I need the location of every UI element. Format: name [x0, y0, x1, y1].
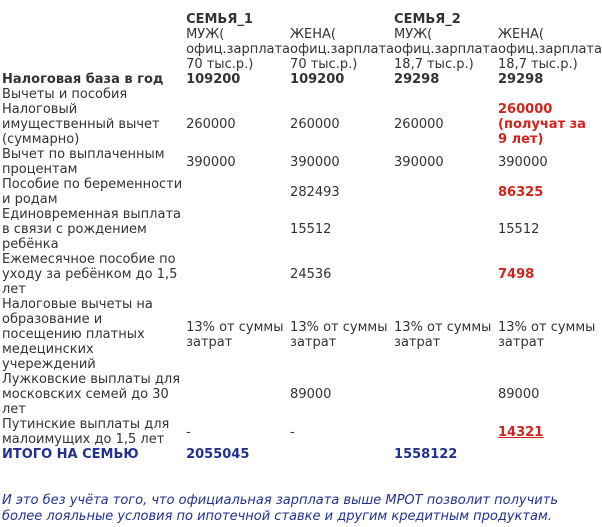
row-label [2, 72, 186, 87]
value-cell-c2 [290, 372, 394, 417]
value-text: - [290, 424, 295, 440]
value-cell-c4 [498, 147, 602, 177]
property-deduction-row [2, 102, 602, 147]
value-cell-c1 [186, 72, 290, 87]
value-text: 1558122 [394, 447, 458, 462]
value-cell-c1 [186, 447, 290, 462]
row-label-line: Вычет по выплаченным [2, 147, 165, 162]
value-line: 13% от суммы [498, 319, 596, 335]
value-cell-c2 [290, 297, 394, 372]
value-text: 15512 [290, 222, 332, 237]
value-cell-c3 [394, 447, 498, 462]
row-label-line: малоимущих до 1,5 лет [2, 432, 165, 447]
row-label-line: лет [2, 282, 26, 297]
value-cell-c1 [186, 87, 290, 102]
value-line: 13% от суммы [290, 319, 388, 335]
value-cell-c1 [186, 372, 290, 417]
value-text: 390000 [498, 154, 548, 170]
value-cell-c3 [394, 252, 498, 297]
family-header-row [2, 12, 602, 27]
header-line: МУЖ( [394, 27, 433, 42]
value-text: 260000 [186, 117, 236, 132]
value-text: 7498 [498, 267, 535, 282]
row-label-line: посещению платных [2, 327, 145, 342]
value-cell-c3 [394, 72, 498, 87]
value-text: 390000 [186, 154, 236, 170]
deductions-title-row [2, 87, 602, 102]
value-line: затрат [498, 334, 545, 350]
value-cell-c3 [394, 207, 498, 252]
value-text: 29298 [394, 72, 440, 87]
row-label-line: в связи с рождением [2, 222, 147, 237]
row-label-line: имущественный вычет [2, 117, 160, 132]
row-label-line: Налоговые вычеты на [2, 297, 153, 312]
value-cell-c3 [394, 417, 498, 447]
value-cell-c3 [394, 177, 498, 207]
row-label [2, 252, 186, 297]
column-header-row [2, 27, 602, 72]
value-cell-c3 [394, 147, 498, 177]
value-cell-c2 [290, 252, 394, 297]
row-label-line: процентам [2, 162, 78, 177]
row-label-line: Лужковские выплаты для [2, 372, 181, 387]
value-cell-c2 [290, 177, 394, 207]
value-cell-c3 [394, 102, 498, 147]
row-label-line: московских семей до 30 [2, 387, 169, 402]
value-text: 109200 [290, 72, 345, 87]
header-line: 18,7 тыс.р.) [394, 57, 474, 72]
header-wife-family1 [290, 27, 394, 72]
value-text: 2055045 [186, 447, 250, 462]
header-husband-family2 [394, 27, 498, 72]
footnote [2, 493, 600, 525]
value-cell-c2 [290, 87, 394, 102]
birth-payment-row [2, 207, 602, 252]
value-cell-c4 [498, 177, 602, 207]
footnote-line: И это без учёта того, что официальная зарплата выше МРОТ позволит получить [2, 493, 558, 508]
putin-payment-row [2, 417, 602, 447]
value-cell-c2 [290, 207, 394, 252]
value-text: 86325 [498, 184, 544, 200]
header-wife-family2 [498, 27, 602, 72]
row-label-line: Пособие по беременности [2, 177, 183, 192]
value-line: затрат [394, 334, 441, 350]
value-text: 29298 [498, 72, 544, 87]
maternity-benefit-row [2, 177, 602, 207]
value-text: 260000 [394, 117, 444, 132]
interest-deduction-row [2, 147, 602, 177]
value-cell-c1 [186, 177, 290, 207]
value-cell-c3 [394, 372, 498, 417]
education-deduction-row [2, 297, 602, 372]
value-cell-c2 [290, 102, 394, 147]
value-cell-c1 [186, 102, 290, 147]
value-cell-c1 [186, 252, 290, 297]
value-cell-c2 [290, 72, 394, 87]
value-cell-c3 [394, 87, 498, 102]
header-line: 70 тыс.р.) [186, 57, 254, 72]
value-line: затрат [186, 334, 233, 350]
value-text: 109200 [186, 72, 241, 87]
value-text: 14321 [498, 424, 544, 440]
value-cell-c1 [186, 207, 290, 252]
value-line: 9 лет) [498, 132, 544, 147]
value-cell-c1 [186, 147, 290, 177]
row-label-line: Единовременная выплата [2, 207, 181, 222]
value-line: (получат за [498, 117, 586, 132]
value-cell-c4 [498, 87, 602, 102]
row-label [2, 372, 186, 417]
luzhkov-payment-row [2, 372, 602, 417]
header-husband-family1 [186, 27, 290, 72]
row-label-line: уходу за ребёнком до 1,5 [2, 267, 178, 282]
row-label [2, 297, 186, 372]
row-label-line: ребёнка [2, 237, 59, 252]
total-row [2, 447, 602, 462]
row-label-line: лет [2, 402, 26, 417]
tax-base-row [2, 72, 602, 87]
value-text: 282493 [290, 184, 340, 200]
value-line: 13% от суммы [186, 319, 284, 335]
row-label-line: Вычеты и пособия [2, 87, 128, 102]
value-cell-c4 [498, 297, 602, 372]
comparison-table [2, 12, 602, 462]
value-cell-c1 [186, 417, 290, 447]
value-cell-c4 [498, 102, 602, 147]
row-label-line: образование и [2, 312, 103, 327]
row-label [2, 207, 186, 252]
value-text: 15512 [498, 222, 540, 237]
value-cell-c2 [290, 147, 394, 177]
row-label [2, 102, 186, 147]
value-text: 89000 [498, 387, 540, 402]
row-label-line: медецинских [2, 342, 94, 357]
row-label [2, 87, 186, 102]
row-label-line: Налоговая база в год [2, 72, 164, 87]
monthly-benefit-row [2, 252, 602, 297]
header-line: офиц.зарплата [394, 42, 498, 57]
value-text: 390000 [394, 154, 444, 170]
row-label [2, 417, 186, 447]
row-label [2, 177, 186, 207]
value-text: 24536 [290, 267, 332, 282]
row-label [2, 447, 186, 462]
header-line: 70 тыс.р.) [290, 57, 358, 72]
value-cell-c1 [186, 297, 290, 372]
value-line: 260000 [498, 102, 553, 117]
row-label-line: Налоговый [2, 102, 78, 117]
footnote-line: более лояльные условия по ипотечной ставке и другим кредитным продуктам. [2, 509, 552, 524]
header-line: 18,7 тыс.р.) [498, 57, 578, 72]
header-line: офиц.зарплата [290, 42, 394, 57]
value-cell-c3 [394, 297, 498, 372]
value-line: 13% от суммы [394, 319, 492, 335]
row-label-line: учереждений [2, 357, 96, 372]
row-label [2, 147, 186, 177]
row-label-line: ИТОГО НА СЕМЬЮ [2, 447, 139, 462]
value-line: затрат [290, 334, 337, 350]
value-cell-c4 [498, 417, 602, 447]
value-text: 89000 [290, 387, 332, 402]
header-line: офиц.зарплата [186, 42, 291, 57]
family2-title: СЕМЬЯ_2 [394, 12, 461, 27]
header-line: ЖЕНА( [498, 27, 544, 42]
header-line: офиц.зарплата [498, 42, 602, 57]
row-label-line: Ежемесячное пособие по [2, 252, 176, 267]
row-label-line: и родам [2, 192, 58, 207]
row-label-line: Путинские выплаты для [2, 417, 170, 432]
value-cell-c2 [290, 447, 394, 462]
value-text: 260000 [290, 117, 340, 132]
family1-title: СЕМЬЯ_1 [186, 12, 253, 27]
value-cell-c4 [498, 447, 602, 462]
value-cell-c4 [498, 207, 602, 252]
value-text: - [186, 424, 191, 440]
header-line: МУЖ( [186, 27, 225, 42]
value-text: 390000 [290, 154, 340, 170]
value-cell-c4 [498, 72, 602, 87]
row-label-line: (суммарно) [2, 132, 80, 147]
value-cell-c4 [498, 372, 602, 417]
value-cell-c4 [498, 252, 602, 297]
header-line: ЖЕНА( [290, 27, 337, 42]
value-cell-c2 [290, 417, 394, 447]
